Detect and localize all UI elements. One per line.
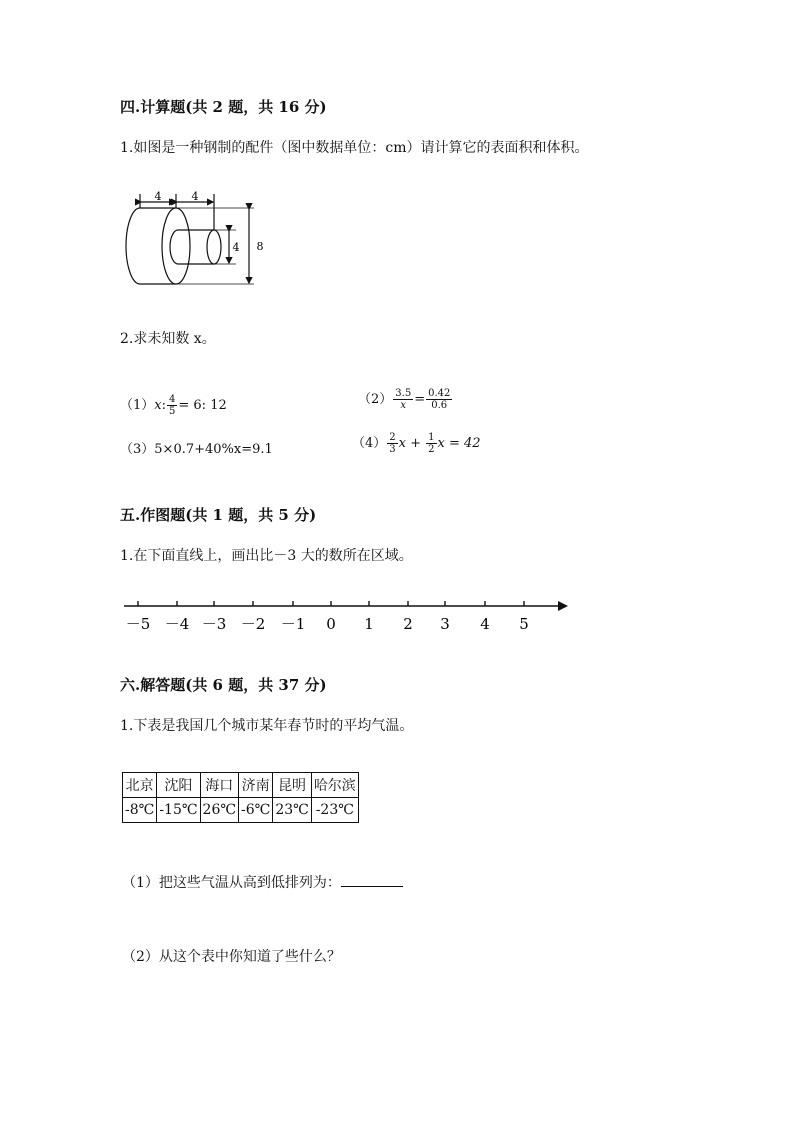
temperature-table [122, 772, 359, 823]
number-line-label: 3 [440, 615, 450, 633]
number-line-label: －2 [240, 615, 266, 633]
dim-label-outer: 8 [256, 240, 264, 253]
number-line-label: －1 [280, 615, 306, 633]
table-cell-city: 哈尔滨 [311, 773, 358, 798]
table-cell-city: 北京 [123, 773, 157, 798]
number-line-label: 5 [519, 615, 529, 633]
question-6-1: 1.下表是我国几个城市某年春节时的平均气温。 [120, 718, 414, 734]
table-cell-temp: -8℃ [123, 798, 157, 823]
equation-2: （2） $\frac{3.5}{x}$ = $\frac{0.42}{0.6}$ [358, 388, 451, 411]
table-cell-city: 沈阳 [157, 773, 200, 798]
table-cell-temp: -6℃ [239, 798, 273, 823]
table-cell-city: 昆明 [273, 773, 311, 798]
number-line-label: 2 [403, 615, 413, 633]
sub-question-1: （1）把这些气温从高到低排列为： [122, 872, 403, 892]
dim-label-inner: 4 [232, 241, 240, 254]
number-line-label: 0 [326, 615, 336, 633]
section-5-heading: 五.作图题(共 1 题，共 5 分) [120, 506, 317, 524]
section-4-heading: 四.计算题(共 2 题，共 16 分) [120, 98, 327, 116]
section-6-heading: 六.解答题(共 6 题，共 37 分) [120, 676, 327, 694]
question-4-2: 2.求未知数 x。 [120, 331, 216, 347]
equation-1: （1）x: $\frac{4}{5}$ = 6: 12 [120, 394, 227, 417]
number-line-label: －4 [164, 615, 190, 633]
table-cell-city: 济南 [239, 773, 273, 798]
question-4-1: 1.如图是一种钢制的配件（图中数据单位：cm）请计算它的表面积和体积。 [120, 140, 589, 156]
sub-question-2: （2）从这个表中你知道了些什么？ [122, 949, 341, 965]
number-line-label: －3 [201, 615, 227, 633]
dim-label-left: 4 [154, 190, 162, 203]
number-line-label: －5 [125, 615, 151, 633]
equation-3: （3）5×0.7+40%x=9.1 [120, 442, 273, 457]
table-cell-temp: 26℃ [200, 798, 238, 823]
table-row-cities [123, 773, 359, 798]
table-cell-temp: -23℃ [311, 798, 358, 823]
table-row-temps [123, 798, 359, 823]
number-line-label: 1 [364, 615, 374, 633]
dim-label-right: 4 [191, 190, 199, 203]
answer-blank[interactable] [341, 872, 403, 887]
table-cell-city: 海口 [200, 773, 238, 798]
equation-4: （4） $\frac{2}{3}$ x + $\frac{1}{2}$ x = 42 [352, 432, 481, 455]
number-line-label: 4 [480, 615, 490, 633]
table-cell-temp: -15℃ [157, 798, 200, 823]
steel-part-figure [118, 188, 278, 288]
table-cell-temp: 23℃ [273, 798, 311, 823]
question-5-1: 1.在下面直线上，画出比－3 大的数所在区域。 [120, 548, 413, 564]
number-line [118, 592, 578, 638]
